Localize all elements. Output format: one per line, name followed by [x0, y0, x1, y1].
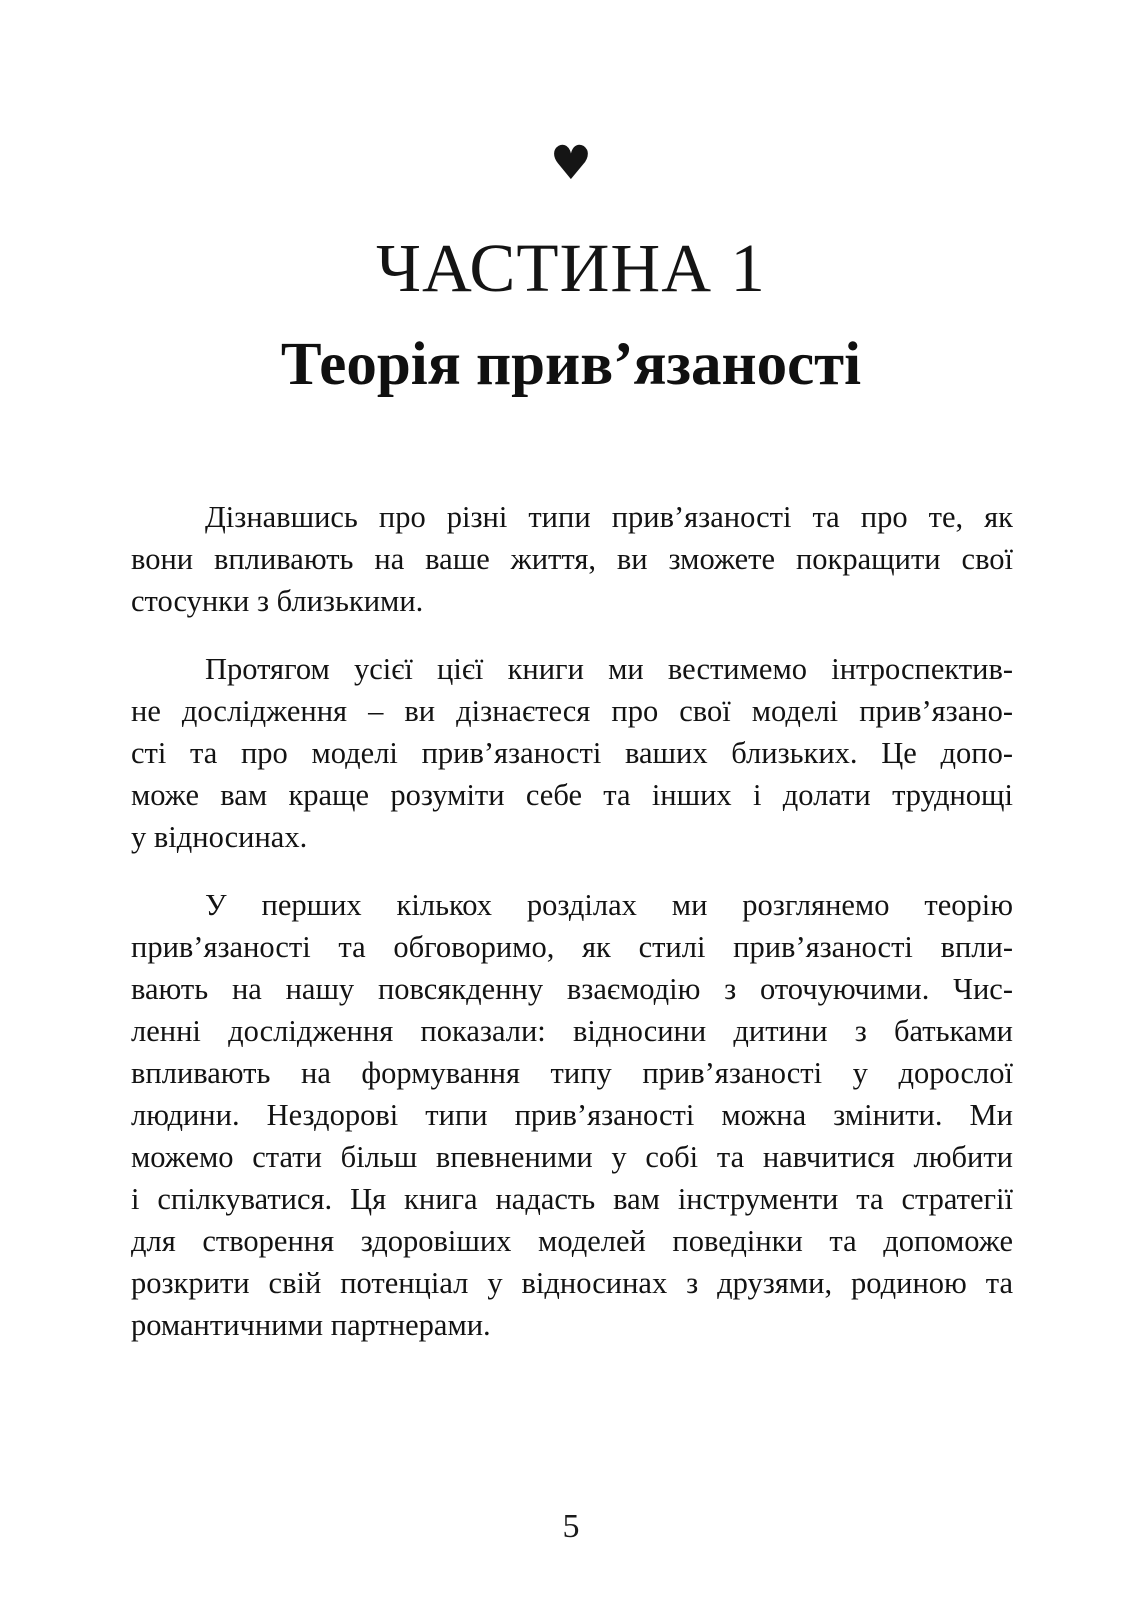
text-line: можемо стати більш впевненими у собі та навчитися любити — [131, 1140, 1013, 1174]
text-line: прив’язаності та обговоримо, як стилі прив’язаності впли- — [131, 930, 1013, 964]
text-line: для створення здоровіших моделей поведінки та допоможе — [131, 1224, 1013, 1258]
text-line: вають на нашу повсякденну взаємодію з оточуючими. Чис- — [131, 972, 1013, 1006]
text-line: Дізнавшись про різні типи прив’язаності та про те, як — [205, 500, 1013, 534]
section-title: Теорія прив’язаності — [280, 331, 862, 398]
page-number: 5 — [562, 1508, 580, 1545]
heart-icon: ♥ — [549, 136, 593, 191]
part-title: ЧАСТИНА 1 — [376, 230, 766, 306]
paragraph — [131, 884, 1013, 1346]
text-line: вони впливають на ваше життя, ви зможете покращити свої — [131, 542, 1013, 576]
text-line: Протягом усієї цієї книги ми вестимемо інтроспектив- — [205, 652, 1013, 686]
text-line: стосунки з близькими. — [131, 584, 424, 618]
text-line: не дослідження – ви дізнаєтеся про свої моделі прив’язано- — [131, 694, 1013, 728]
text-line: людини. Нездорові типи прив’язаності можна змінити. Ми — [131, 1098, 1013, 1132]
text-line: розкрити свій потенціал у відносинах з друзями, родиною та — [131, 1266, 1013, 1300]
paragraph — [131, 648, 1013, 858]
text-line: впливають на формування типу прив’язаності у дорослої — [131, 1056, 1013, 1090]
paragraph — [131, 496, 1013, 622]
text-line: сті та про моделі прив’язаності ваших близьких. Це допо- — [131, 736, 1013, 770]
text-line: може вам краще розуміти себе та інших і долати труднощі — [131, 778, 1013, 812]
body-text — [131, 496, 1013, 1372]
text-line: У перших кількох розділах ми розглянемо теорію — [205, 888, 1013, 922]
text-line: у відносинах. — [131, 820, 308, 854]
text-line: і спілкуватися. Ця книга надасть вам інструменти та стратегії — [131, 1182, 1013, 1216]
text-line: романтичними партнерами. — [131, 1308, 491, 1342]
text-line: ленні дослідження показали: відносини дитини з батьками — [131, 1014, 1013, 1048]
